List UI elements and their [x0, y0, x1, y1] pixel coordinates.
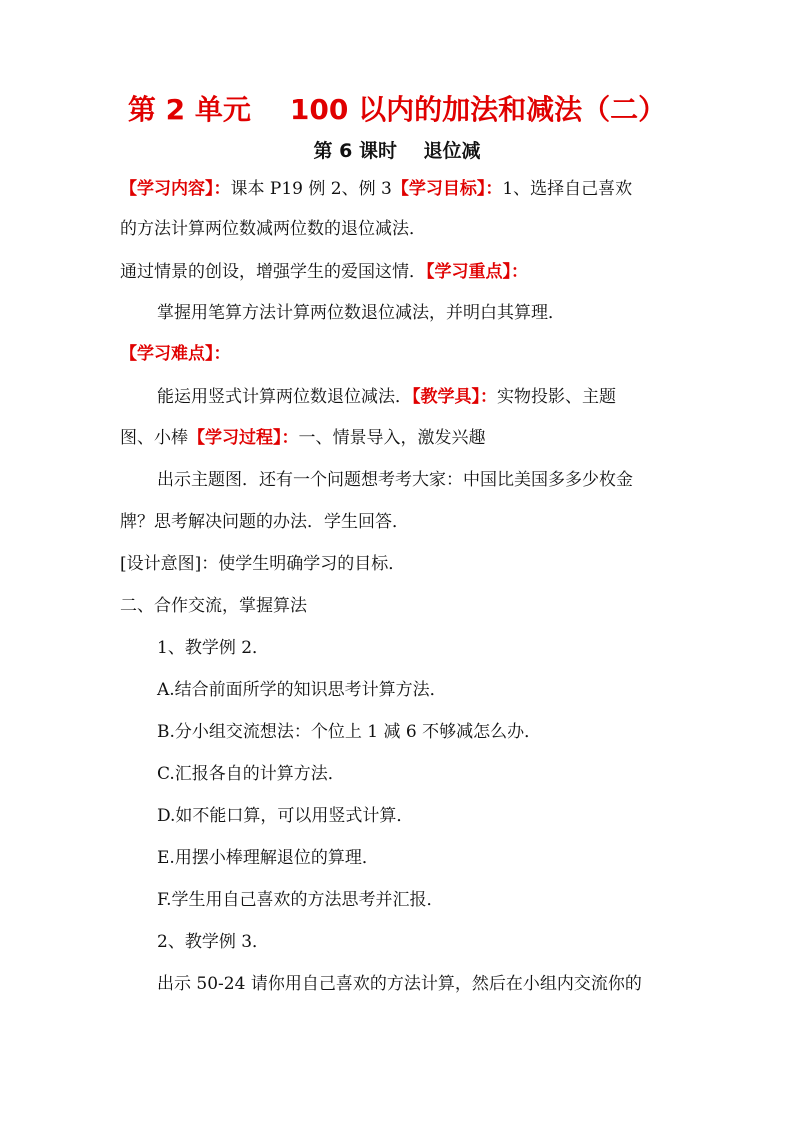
text-learning-content: 课本 P19 例 2、例 3	[230, 179, 392, 199]
text-section-one: 一、情景导入，激发兴趣	[298, 428, 486, 448]
label-learning-content: 【学习内容】：	[120, 179, 231, 199]
example-3-heading: 2、教学例 3．	[157, 932, 270, 952]
content-line-3	[120, 260, 528, 284]
content-line-2: 的方法计算两位数减两位数的退位减法．	[120, 219, 426, 239]
section-two-heading: 二、合作交流，掌握算法	[120, 596, 307, 616]
step-e: E.用摆小棒理解退位的算理．	[157, 848, 379, 868]
text-difficulty: 能运用竖式计算两位数退位减法．	[157, 387, 412, 407]
step-c: C.汇报各自的计算方法．	[157, 764, 345, 784]
lesson-subtitle: 第 6 课时 退位减	[313, 140, 481, 162]
text-learning-goal: 1、选择自己喜欢	[502, 179, 633, 199]
step-a: A.结合前面所学的知识思考计算方法．	[157, 680, 447, 700]
content-line-4: 掌握用笔算方法计算两位数退位减法，并明白其算理．	[157, 303, 565, 323]
content-line-9: 牌？思考解决问题的办法．学生回答．	[120, 512, 409, 532]
page-title: 第 2 单元 100 以内的加法和减法（二）	[127, 93, 667, 126]
text-goal-continued: 通过情景的创设，增强学生的爱国这情．	[120, 262, 426, 282]
content-line-8: 出示主题图．还有一个问题想考考大家：中国比美国多多少枚金	[157, 470, 633, 490]
label-key-point: 【学习重点】：	[426, 262, 528, 282]
text-teaching-aids: 实物投影、主题	[497, 387, 616, 407]
content-line-1	[120, 177, 632, 201]
content-line-6	[157, 385, 616, 409]
example-2-heading: 1、教学例 2．	[157, 638, 270, 658]
step-d: D.如不能口算，可以用竖式计算．	[157, 806, 414, 826]
label-difficulty: 【学习难点】：	[120, 344, 231, 364]
step-f: F.学生用自己喜欢的方法思考并汇报．	[157, 890, 444, 910]
label-learning-goal: 【学习目标】：	[391, 179, 503, 199]
design-intent-line: [设计意图]：使学生明确学习的目标．	[120, 554, 406, 574]
content-line-5	[120, 342, 231, 366]
step-b: B.分小组交流想法：个位上 1 减 6 不够减怎么办．	[157, 722, 542, 742]
content-line-7	[120, 426, 486, 450]
content-line-last: 出示 50-24 请你用自己喜欢的方法计算，然后在小组内交流你的	[157, 974, 642, 994]
label-learning-process: 【学习过程】：	[188, 428, 299, 448]
text-teaching-aids-continued: 图、小棒	[120, 428, 188, 448]
label-teaching-aids: 【教学具】：	[412, 387, 497, 407]
